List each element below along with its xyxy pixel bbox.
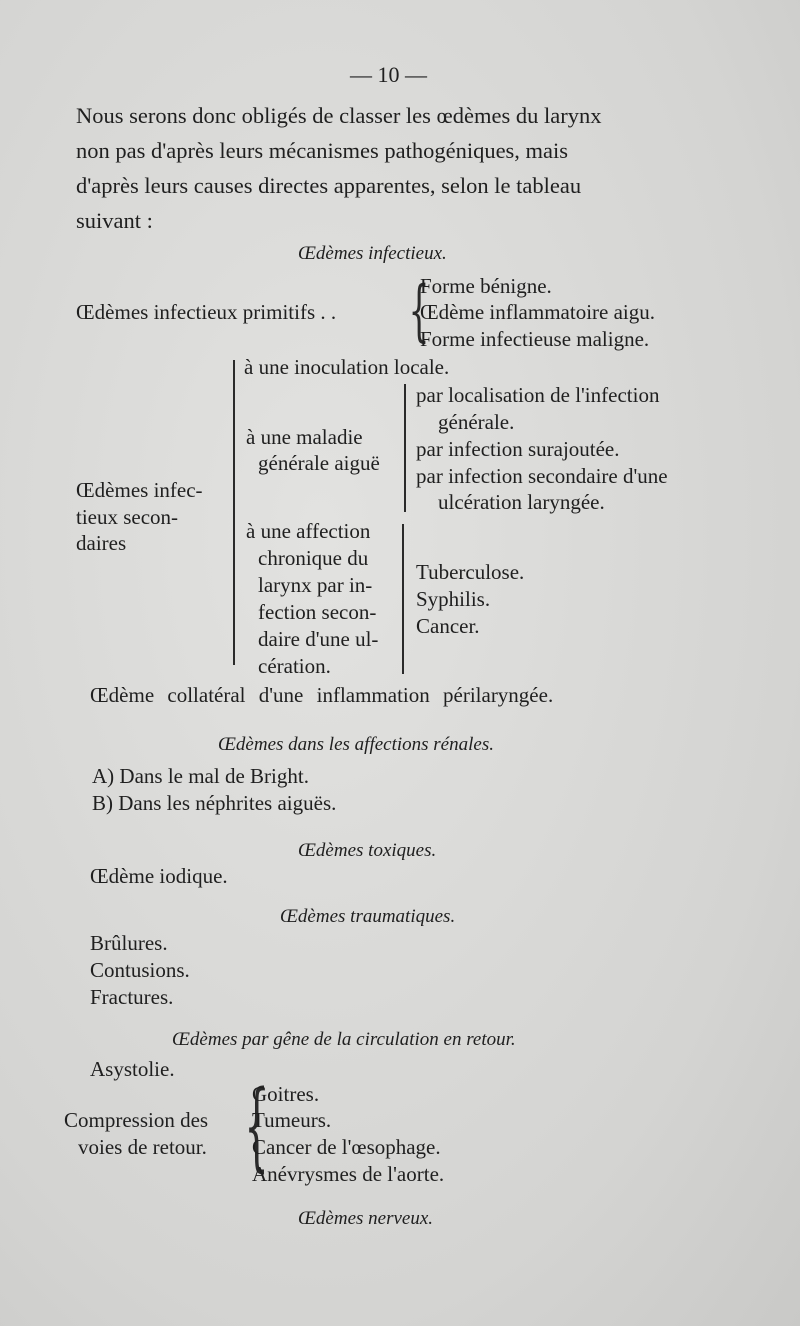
- traumatiques-item: Fractures.: [90, 985, 174, 1009]
- heading-infectieux: Œdèmes infectieux.: [298, 243, 447, 264]
- affection-label: chronique du: [258, 546, 369, 570]
- affection-label: à une affection: [246, 519, 371, 543]
- compression-item: Anévrysmes de l'aorte.: [252, 1162, 445, 1186]
- secondaires-label: tieux secon-: [76, 505, 179, 529]
- intro-line: d'après leurs causes directes apparentes, selon le tableau: [76, 173, 582, 198]
- compression-item: Tumeurs.: [252, 1108, 332, 1132]
- affection-item: Tuberculose.: [416, 560, 525, 584]
- traumatiques-item: Brûlures.: [90, 931, 168, 955]
- compression-label: voies de retour.: [78, 1135, 207, 1159]
- compression-item: Goitres.: [252, 1082, 320, 1106]
- maladie-item: générale.: [438, 410, 515, 434]
- page-number: — 10 —: [350, 62, 427, 87]
- collateral: Œdème collatéral d'une inflammation périlaryngée.: [90, 683, 554, 707]
- affection-label: fection secon-: [258, 600, 377, 624]
- inoculation: à une inoculation locale.: [244, 355, 450, 379]
- affection-label: larynx par in-: [258, 573, 373, 597]
- maladie-item: par infection surajoutée.: [416, 437, 620, 461]
- maladie-label: générale aiguë: [258, 451, 380, 475]
- brace-maladie: [404, 384, 406, 512]
- brace-primitifs: {: [408, 272, 430, 349]
- maladie-item: par localisation de l'infection: [416, 383, 660, 407]
- brace-affection: [402, 524, 404, 674]
- maladie-item: par infection secondaire d'une: [416, 464, 668, 488]
- maladie-label: à une maladie: [246, 425, 363, 449]
- primitifs-item: Forme bénigne.: [420, 274, 552, 298]
- traumatiques-item: Contusions.: [90, 958, 190, 982]
- heading-toxiques: Œdèmes toxiques.: [298, 840, 437, 861]
- affection-item: Syphilis.: [416, 587, 491, 611]
- compression-label: Compression des: [64, 1108, 209, 1132]
- heading-nerveux: Œdèmes nerveux.: [298, 1208, 434, 1229]
- intro-line: Nous serons donc obligés de classer les œdèmes du larynx: [76, 103, 602, 128]
- renales-item: B) Dans les néphrites aiguës.: [92, 791, 337, 815]
- heading-renales: Œdèmes dans les affections rénales.: [218, 734, 494, 755]
- heading-traumatiques: Œdèmes traumatiques.: [280, 906, 456, 927]
- affection-label: cération.: [258, 654, 331, 678]
- intro-line: suivant :: [76, 208, 153, 233]
- brace-secondaires: [233, 360, 235, 665]
- secondaires-label: daires: [76, 531, 127, 555]
- primitifs-label: Œdèmes infectieux primitifs . .: [76, 300, 337, 324]
- affection-label: daire d'une ul-: [258, 627, 379, 651]
- intro-paragraph: [76, 98, 702, 238]
- secondaires-label: Œdèmes infec-: [76, 478, 203, 502]
- compression-item: Cancer de l'œsophage.: [252, 1135, 441, 1159]
- renales-item: A) Dans le mal de Bright.: [92, 764, 309, 788]
- asystolie: Asystolie.: [90, 1057, 175, 1081]
- primitifs-item: Forme infectieuse maligne.: [420, 327, 650, 351]
- maladie-item: ulcération laryngée.: [438, 490, 605, 514]
- affection-item: Cancer.: [416, 614, 480, 638]
- intro-line: non pas d'après leurs mécanismes pathogéniques, mais: [76, 138, 569, 163]
- brace-compression: {: [244, 1070, 269, 1182]
- toxiques-item: Œdème iodique.: [90, 864, 228, 888]
- primitifs-item: Œdème inflammatoire aigu.: [420, 300, 656, 324]
- heading-circulation: Œdèmes par gêne de la circulation en retour.: [172, 1029, 516, 1050]
